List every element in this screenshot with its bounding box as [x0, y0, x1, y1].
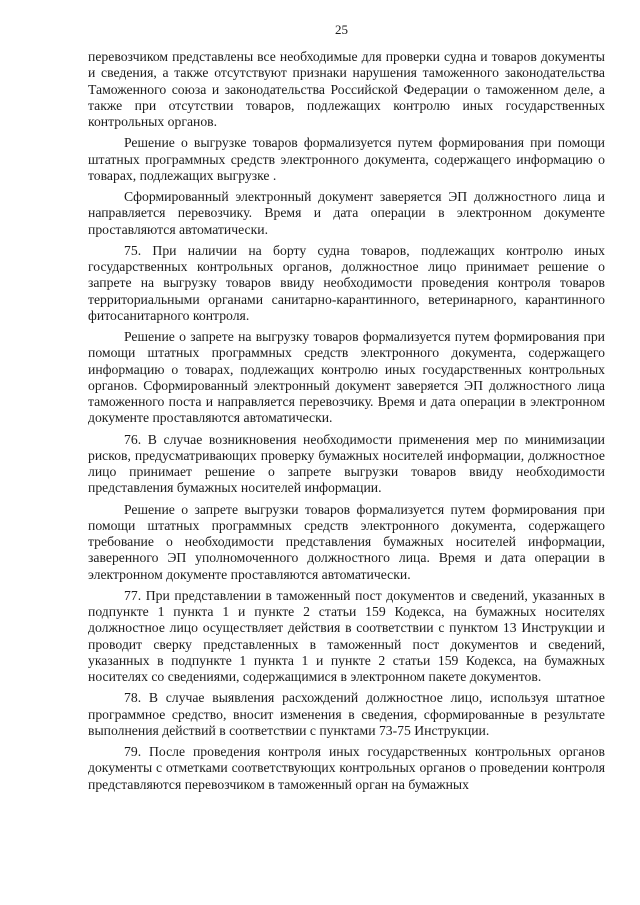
paragraph-document-certification: Сформированный электронный документ заверяется ЭП должностного лица и направляется перевозчику. Время и дата операции в электронном документе проставляются автоматически.	[88, 189, 605, 237]
paragraph-item-79: 79. После проведения контроля иных государственных контрольных органов документы с отметками соответствующих контрольных органов о проведении контроля представляются перевозчиком в таможенный орган на бумажных	[88, 744, 605, 792]
paragraph-item-75: 75. При наличии на борту судна товаров, подлежащих контролю иных государственных контрольных органов, должностное лицо принимает решение о запрете на выгрузку товаров ввиду необходимости проведения контроля товаров территориальными органами санитарно-карантинного, ветеринарного, карантинного фитосанитарного контроля.	[88, 242, 605, 323]
page-number: 25	[335, 22, 348, 37]
paragraph-item-76: 76. В случае возникновения необходимости применения мер по минимизации рисков, предусматривающих проверку бумажных носителей информации, должностное лицо принимает решение о запрете выгрузки товаров ввиду необходимости представления бумажных носителей информации.	[88, 431, 605, 496]
paragraph-unloading-decision: Решение о выгрузке товаров формализуется путем формирования при помощи штатных программных средств электронного документа, содержащего информацию о товарах, подлежащих выгрузке .	[88, 135, 605, 183]
paragraph-ban-formalization: Решение о запрете выгрузки товаров формализуется путем формирования при помощи штатных программных средств электронного документа, содержащего требование о необходимости представления бумажных носителей информации, заверенного ЭП уполномоченного должностного лица. Время и дата операции в электронном документе проставляются автоматически.	[88, 501, 605, 582]
paragraph-item-78: 78. В случае выявления расхождений должностное лицо, используя штатное программное средство, вносит изменения в сведения, сформированные в результате выполнения действий в соответствии с пунктами 73-75 Инструкции.	[88, 690, 605, 738]
paragraph-unloading-ban-decision: Решение о запрете на выгрузку товаров формализуется путем формирования при помощи штатных программных средств электронного документа, содержащего информацию о товарах, подлежащих контролю иных государственных контрольных органов. Сформированный электронный документ заверяется ЭП должностного лица таможенного поста и направляется перевозчику. Время и дата операции в электронном документе проставляются автоматически.	[88, 329, 605, 426]
paragraph-continuation: перевозчиком представлены все необходимые для проверки судна и товаров документы и сведения, а также отсутствуют признаки нарушения таможенного законодательства Таможенного союза и законодательства Российской Федерации о таможенном деле, а также при отсутствии товаров, подлежащих контролю иных государственных контрольных органов.	[88, 49, 605, 129]
paragraph-item-77: 77. При представлении в таможенный пост документов и сведений, указанных в подпункте 1 пункта 1 и пункте 2 статьи 159 Кодекса, на бумажных носителях должностное лицо осуществляет действия в соответствии с пунктом 13 Инструкции и проводит сверку представленных в таможенный пост документов и сведений, указанных в подпункте 1 пункта 1 и пункте 2 статьи 159 Кодекса, на бумажных носителях со сведениями, содержащимися в электронном пакете документов.	[88, 587, 605, 684]
